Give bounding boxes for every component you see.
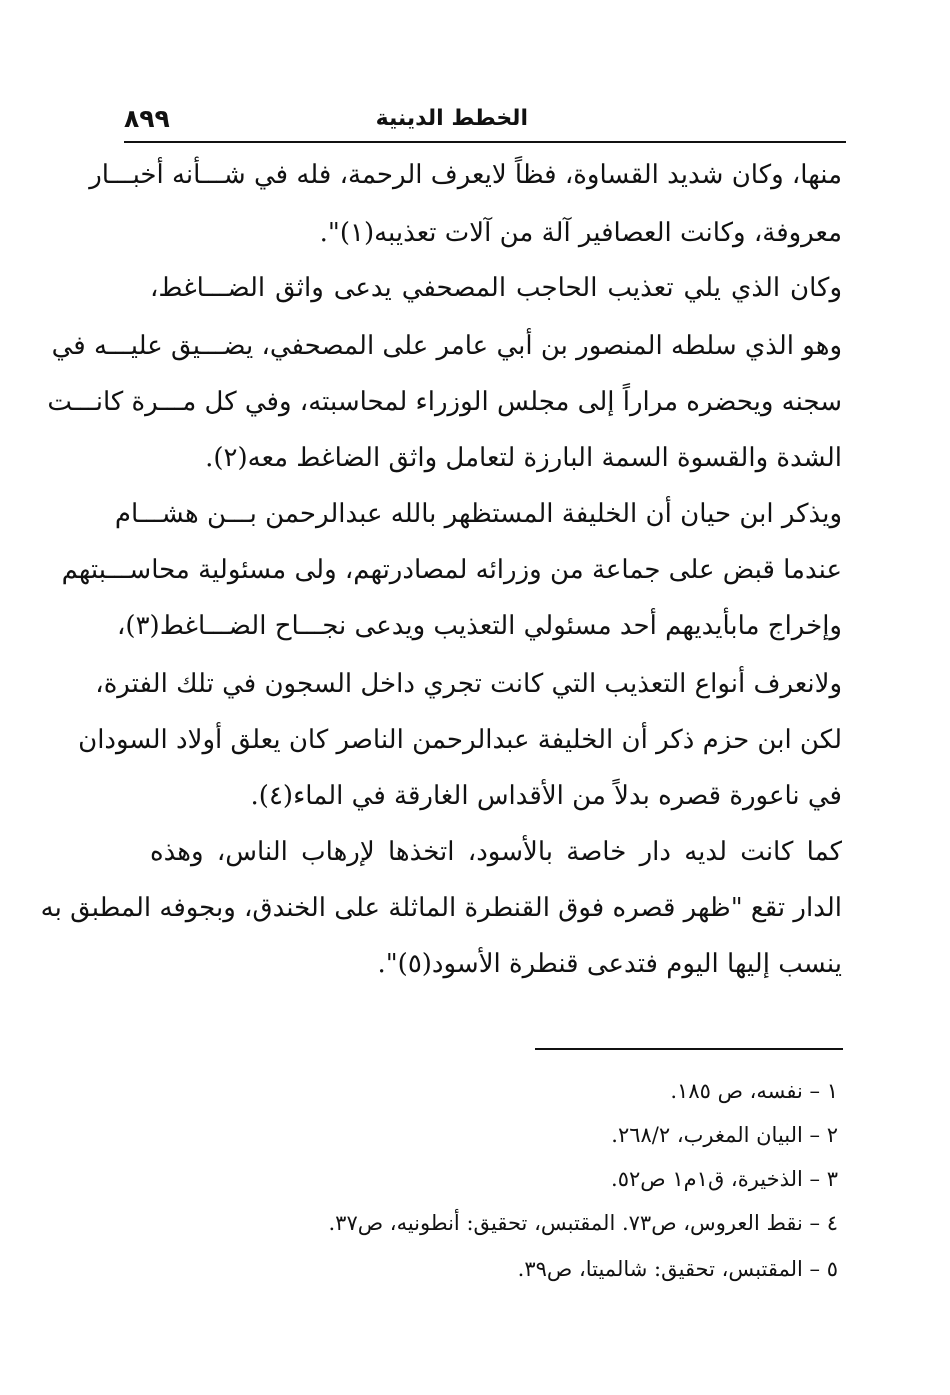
- body-line: وإخراج مابأيديهم أحد مسئولي التعذيب ويدعى نجـــاح الضـــاغط(٣)،: [117, 611, 842, 641]
- body-line: عندما قبض على جماعة من وزرائه لمصادرتهم، ولى مسئولية محاســـبتهم: [61, 555, 842, 585]
- body-line: ولانعرف أنواع التعذيب التي كانت تجري داخل السجون في تلك الفترة،: [95, 669, 842, 699]
- footnote: ٣ – الذخيرة، ق١م١ ص٥٢.: [611, 1167, 838, 1191]
- body-line: الشدة والقسوة السمة البارزة لتعامل واثق الضاغط معه(٢).: [205, 443, 842, 473]
- body-line: معروفة، وكانت العصافير آلة من آلات تعذيبه(١)".: [319, 218, 842, 248]
- footnote: ٢ – البيان المغرب، ٢٦٨/٢.: [611, 1123, 838, 1147]
- body-line: في ناعورة قصره بدلاً من الأقداس الغارقة في الماء(٤).: [250, 781, 842, 811]
- body-line: الدار تقع "ظهر قصره فوق القنطرة الماثلة على الخندق، وبجوفه المطبق به: [40, 893, 842, 923]
- body-line: وكان الذي يلي تعذيب الحاجب المصحفي يدعى واثق الضـــاغط،: [150, 273, 842, 303]
- running-title: الخطط الدينية: [375, 106, 528, 131]
- header-rule: [124, 141, 846, 143]
- body-line: وهو الذي سلطه المنصور بن أبي عامر على المصحفي، يضـــيق عليـــه في: [51, 331, 842, 361]
- body-line: ينسب إليها اليوم فتدعى قنطرة الأسود(٥)".: [377, 949, 842, 979]
- footnote: ٤ – نقط العروس، ص٧٣. المقتبس، تحقيق: أنطونيه، ص٣٧.: [328, 1211, 838, 1235]
- footnote: ٥ – المقتبس، تحقيق: شالميتا، ص٣٩.: [517, 1257, 838, 1281]
- footnote: ١ – نفسه، ص ١٨٥.: [670, 1079, 838, 1103]
- body-line: كما كانت لديه دار خاصة بالأسود، اتخذها لإرهاب الناس، وهذه: [150, 837, 842, 867]
- footnote-rule: [535, 1048, 843, 1050]
- body-line: منها، وكان شديد القساوة، فظاً لايعرف الرحمة، فله في شـــأنه أخبـــار: [89, 160, 842, 190]
- body-line: لكن ابن حزم ذكر أن الخليفة عبدالرحمن الناصر كان يعلق أولاد السودان: [78, 725, 842, 755]
- body-line: ويذكر ابن حيان أن الخليفة المستظهر بالله عبدالرحمن بـــن هشـــام: [114, 499, 842, 529]
- body-line: سجنه ويحضره مراراً إلى مجلس الوزراء لمحاسبته، وفي كل مـــرة كانـــت: [47, 387, 842, 417]
- page-number: ٨٩٩: [124, 104, 170, 133]
